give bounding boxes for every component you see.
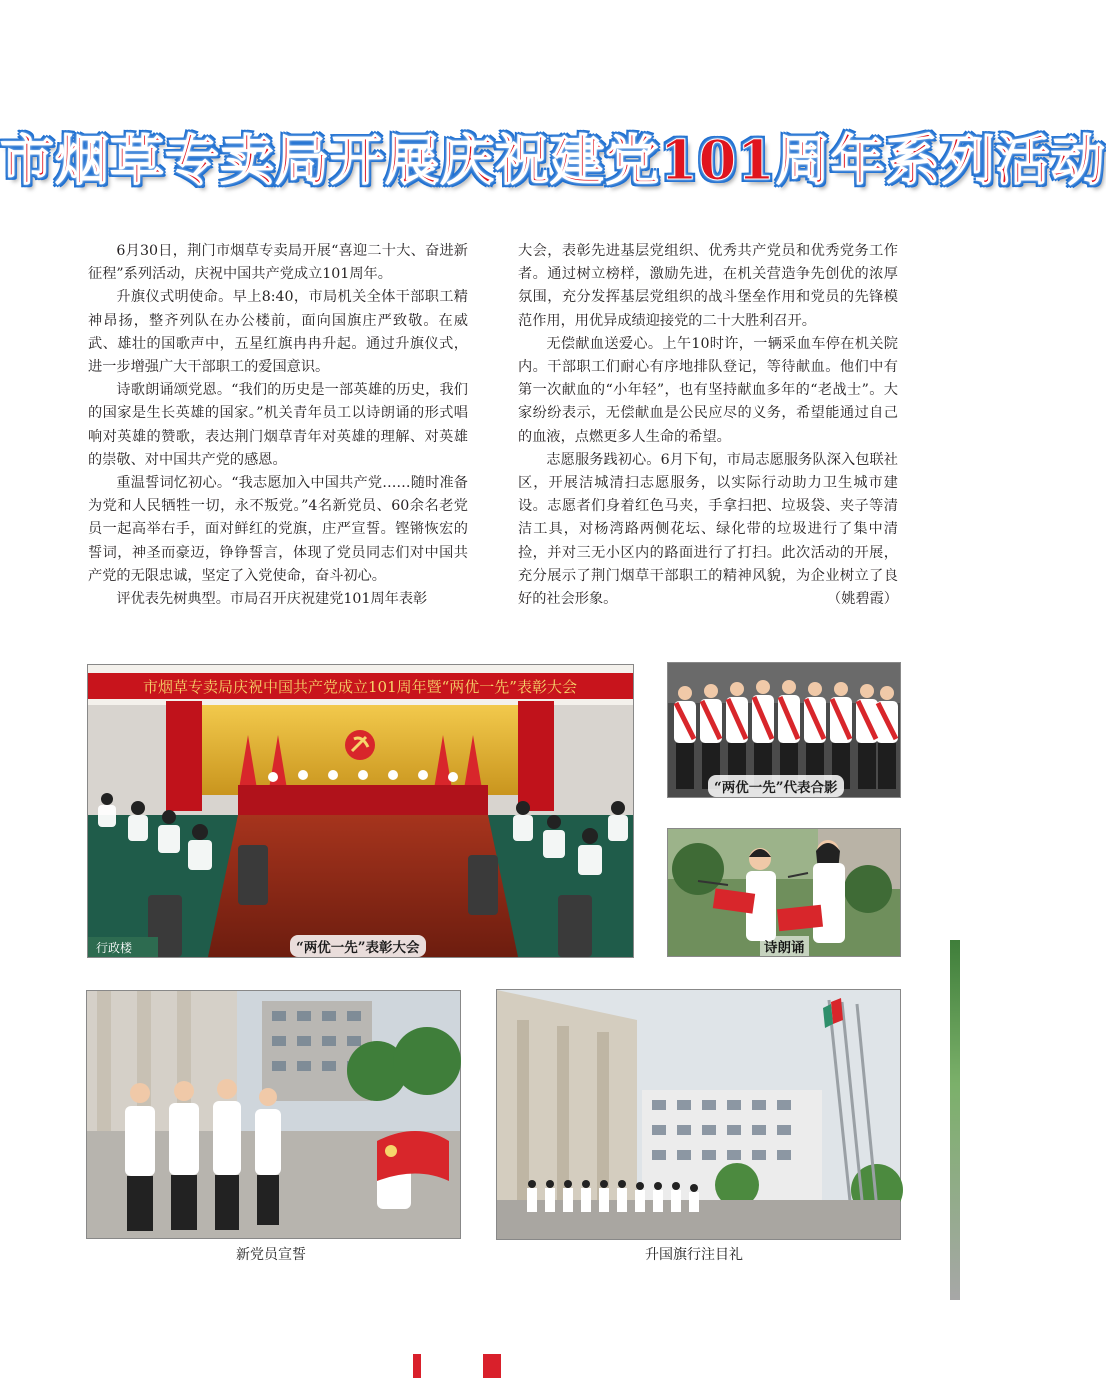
caption-flag: 升国旗行注目礼 <box>645 1247 743 1263</box>
party-emblem-icon <box>345 730 375 760</box>
article-right-column <box>518 240 898 611</box>
photo-group <box>667 662 901 798</box>
right-edge-strip <box>950 940 960 1300</box>
article-paragraph: 无偿献血送爱心。上午10时许，一辆采血车停在机关院内。干部职工们耐心有序地排队登记，等待献血。他们中有第一次献血的“小年轻”，也有坚持献血多年的“老战士”。大家纷纷表示，无偿献血是公民应尽的义务，希望能通过自己的血液，点燃更多人生命的希望。 <box>518 335 898 445</box>
photo-poem-recital <box>667 828 901 957</box>
meeting-banner: 市烟草专卖局庆祝中国共产党成立101周年暨“两优一先”表彰大会 <box>143 678 577 696</box>
article-paragraph: 大会，表彰先进基层党组织、优秀共产党员和优秀党务工作者。通过树立榜样，激励先进，在机关营造争先创优的浓厚氛围，充分发挥基层党组织的战斗堡垒作用和党员的先锋模范作用，用优异成绩迎接党的二十大胜利召开。 <box>518 243 898 329</box>
caption-meeting: “两优一先”表彰大会 <box>290 935 426 957</box>
article-paragraph: 6月30日，荆门市烟草专卖局开展“喜迎二十大、奋进新征程”系列活动，庆祝中国共产党成立101周年。 <box>88 243 468 283</box>
flag-scene <box>497 990 900 1239</box>
photo-flag-raising <box>496 989 901 1240</box>
caption-group: “两优一先”代表合影 <box>708 775 844 797</box>
article-title: 市烟草专卖局开展庆祝建党101周年系列活动 <box>0 128 1106 192</box>
caption-poem: 诗朗诵 <box>760 936 809 956</box>
oath-scene <box>87 991 460 1238</box>
national-flag-icon <box>831 998 843 1024</box>
page-mark-left <box>413 1354 421 1378</box>
article-paragraph: 重温誓词忆初心。“我志愿加入中国共产党……随时准备为党和人民牺牲一切，永不叛党。”4名新党员、60余名老党员一起高举右手，面对鲜红的党旗，庄严宣誓。铿锵恢宏的誓词，神圣而豪迈，铮铮誓言，体现了党员同志们对中国共产党的无限忠诚，坚定了入党使命，奋斗初心。 <box>88 475 468 584</box>
article-paragraph: 升旗仪式明使命。早上8:40，市局机关全体干部职工精神昂扬，整齐列队在办公楼前，面向国旗庄严致敬。在威武、雄壮的国歌声中，五星红旗冉冉升起。通过升旗仪式，进一步增强广大干部职工的爱国意识。 <box>88 289 468 376</box>
caption-oath: 新党员宣誓 <box>236 1247 306 1263</box>
article-paragraph: 诗歌朗诵颂党恩。“我们的历史是一部英雄的历史，我们的国家是生长英雄的国家。”机关青年员工以诗朗诵的形式唱响对英雄的赞歌，表达荆门烟草青年对英雄的理解、对英雄的崇敬、对中国共产党的感恩。 <box>88 382 468 468</box>
party-flag <box>377 1131 449 1181</box>
article-paragraph: 志愿服务践初心。6月下旬，市局志愿服务队深入包联社区，开展洁城清扫志愿服务，以实际行动助力卫生城市建设。志愿者们身着红色马夹，手拿扫把、垃圾袋、夹子等清洁工具，对杨湾路两侧花坛、绿化带的垃圾进行了集中清捡，并对三无小区内的路面进行了打扫。此次活动的开展，充分展示了荆门烟草干部职工的精神风貌，为企业树立了良好的社会形象。 （姚碧霞） <box>518 449 898 611</box>
article-left-column <box>88 240 468 611</box>
building-sign: 行政楼 <box>96 941 133 955</box>
page-mark-right <box>483 1354 501 1378</box>
author-byline: （姚碧霞） <box>827 591 898 608</box>
photo-oath <box>86 990 461 1239</box>
article-paragraph: 评优表先树典型。市局召开庆祝建党101周年表彰 <box>116 591 428 608</box>
photo-commendation-meeting <box>87 664 634 958</box>
meeting-scene <box>88 665 633 957</box>
